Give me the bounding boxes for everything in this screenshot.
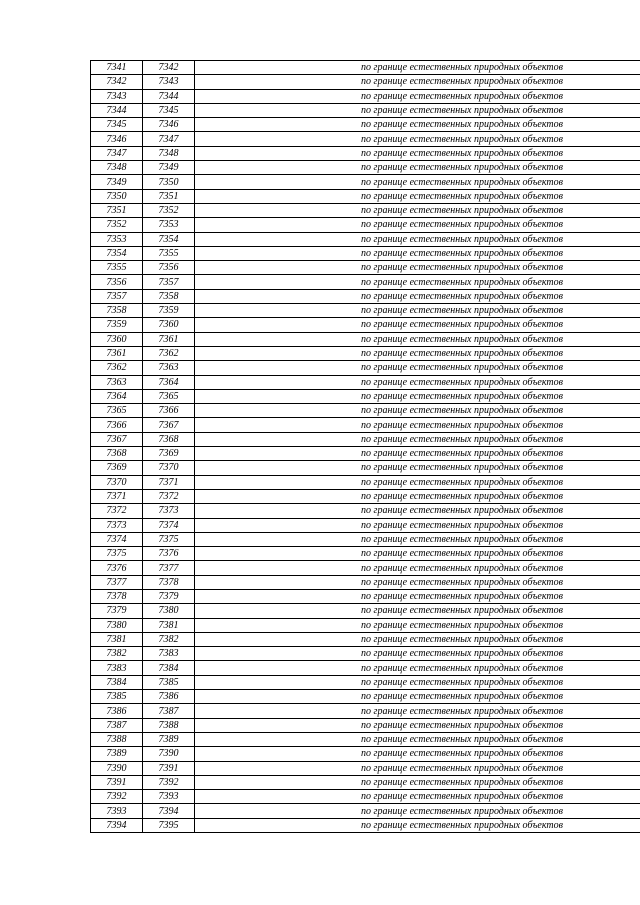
table-row	[91, 275, 640, 289]
cell-boundary-description: по границе естественных природных объектов	[195, 504, 640, 518]
cell-from-point: 7380	[91, 618, 143, 632]
table-row	[91, 489, 640, 503]
cell-boundary-description: по границе естественных природных объектов	[195, 775, 640, 789]
cell-boundary-description: по границе естественных природных объектов	[195, 761, 640, 775]
cell-to-point: 7378	[143, 575, 195, 589]
cell-to-point: 7392	[143, 775, 195, 789]
cell-to-point: 7358	[143, 289, 195, 303]
cell-to-point: 7381	[143, 618, 195, 632]
cell-to-point: 7389	[143, 732, 195, 746]
cell-from-point: 7375	[91, 547, 143, 561]
cell-to-point: 7386	[143, 690, 195, 704]
cell-from-point: 7349	[91, 175, 143, 189]
cell-to-point: 7349	[143, 161, 195, 175]
cell-boundary-description: по границе естественных природных объектов	[195, 318, 640, 332]
cell-from-point: 7365	[91, 404, 143, 418]
cell-to-point: 7370	[143, 461, 195, 475]
cell-to-point: 7388	[143, 718, 195, 732]
cell-from-point: 7386	[91, 704, 143, 718]
table-row	[91, 561, 640, 575]
table-row	[91, 518, 640, 532]
cell-to-point: 7372	[143, 489, 195, 503]
table-row	[91, 218, 640, 232]
cell-from-point: 7364	[91, 389, 143, 403]
boundary-points-table	[90, 60, 640, 833]
table-row	[91, 475, 640, 489]
table-row	[91, 61, 640, 75]
cell-from-point: 7376	[91, 561, 143, 575]
table-row	[91, 504, 640, 518]
table-row	[91, 375, 640, 389]
table-row	[91, 175, 640, 189]
cell-from-point: 7383	[91, 661, 143, 675]
cell-from-point: 7385	[91, 690, 143, 704]
cell-boundary-description: по границе естественных природных объектов	[195, 232, 640, 246]
cell-to-point: 7374	[143, 518, 195, 532]
table-row	[91, 332, 640, 346]
cell-from-point: 7355	[91, 261, 143, 275]
cell-boundary-description: по границе естественных природных объектов	[195, 575, 640, 589]
cell-boundary-description: по границе естественных природных объектов	[195, 461, 640, 475]
table-row	[91, 203, 640, 217]
cell-from-point: 7374	[91, 532, 143, 546]
table-row	[91, 547, 640, 561]
cell-boundary-description: по границе естественных природных объектов	[195, 475, 640, 489]
cell-boundary-description: по границе естественных природных объектов	[195, 532, 640, 546]
cell-to-point: 7383	[143, 647, 195, 661]
cell-boundary-description: по границе естественных природных объектов	[195, 618, 640, 632]
cell-from-point: 7350	[91, 189, 143, 203]
cell-from-point: 7378	[91, 589, 143, 603]
cell-to-point: 7376	[143, 547, 195, 561]
table-row	[91, 761, 640, 775]
cell-boundary-description: по границе естественных природных объектов	[195, 718, 640, 732]
cell-from-point: 7347	[91, 146, 143, 160]
cell-boundary-description: по границе естественных природных объектов	[195, 175, 640, 189]
table-row	[91, 675, 640, 689]
cell-boundary-description: по границе естественных природных объектов	[195, 61, 640, 75]
cell-from-point: 7352	[91, 218, 143, 232]
cell-boundary-description: по границе естественных природных объектов	[195, 103, 640, 117]
cell-to-point: 7391	[143, 761, 195, 775]
cell-from-point: 7353	[91, 232, 143, 246]
cell-boundary-description: по границе естественных природных объектов	[195, 790, 640, 804]
table-row	[91, 690, 640, 704]
cell-boundary-description: по границе естественных природных объектов	[195, 332, 640, 346]
cell-boundary-description: по границе естественных природных объектов	[195, 118, 640, 132]
table-row	[91, 718, 640, 732]
cell-to-point: 7356	[143, 261, 195, 275]
cell-from-point: 7354	[91, 246, 143, 260]
cell-boundary-description: по границе естественных природных объектов	[195, 261, 640, 275]
cell-to-point: 7362	[143, 346, 195, 360]
table-row	[91, 261, 640, 275]
cell-to-point: 7351	[143, 189, 195, 203]
cell-boundary-description: по границе естественных природных объектов	[195, 647, 640, 661]
table-row	[91, 589, 640, 603]
cell-boundary-description: по границе естественных природных объектов	[195, 489, 640, 503]
cell-boundary-description: по границе естественных природных объектов	[195, 161, 640, 175]
cell-from-point: 7362	[91, 361, 143, 375]
cell-from-point: 7368	[91, 447, 143, 461]
cell-from-point: 7371	[91, 489, 143, 503]
cell-boundary-description: по границе естественных природных объектов	[195, 203, 640, 217]
table-row	[91, 304, 640, 318]
cell-boundary-description: по границе естественных природных объектов	[195, 404, 640, 418]
cell-boundary-description: по границе естественных природных объектов	[195, 690, 640, 704]
cell-boundary-description: по границе естественных природных объектов	[195, 818, 640, 832]
cell-boundary-description: по границе естественных природных объектов	[195, 189, 640, 203]
table-row	[91, 189, 640, 203]
cell-from-point: 7388	[91, 732, 143, 746]
table-row	[91, 632, 640, 646]
cell-from-point: 7381	[91, 632, 143, 646]
cell-from-point: 7389	[91, 747, 143, 761]
cell-from-point: 7387	[91, 718, 143, 732]
cell-from-point: 7372	[91, 504, 143, 518]
cell-from-point: 7359	[91, 318, 143, 332]
cell-to-point: 7355	[143, 246, 195, 260]
cell-boundary-description: по границе естественных природных объектов	[195, 432, 640, 446]
cell-from-point: 7343	[91, 89, 143, 103]
cell-to-point: 7371	[143, 475, 195, 489]
table-row	[91, 575, 640, 589]
table-row	[91, 146, 640, 160]
cell-boundary-description: по границе естественных природных объектов	[195, 804, 640, 818]
cell-from-point: 7370	[91, 475, 143, 489]
cell-to-point: 7385	[143, 675, 195, 689]
cell-to-point: 7395	[143, 818, 195, 832]
cell-to-point: 7382	[143, 632, 195, 646]
cell-from-point: 7361	[91, 346, 143, 360]
table-row	[91, 618, 640, 632]
table-body	[91, 61, 640, 833]
cell-to-point: 7360	[143, 318, 195, 332]
table-row	[91, 103, 640, 117]
cell-boundary-description: по границе естественных природных объектов	[195, 375, 640, 389]
table-row	[91, 346, 640, 360]
table-row	[91, 704, 640, 718]
table-row	[91, 318, 640, 332]
cell-to-point: 7377	[143, 561, 195, 575]
cell-to-point: 7373	[143, 504, 195, 518]
table-row	[91, 461, 640, 475]
table-row	[91, 232, 640, 246]
cell-to-point: 7357	[143, 275, 195, 289]
cell-from-point: 7344	[91, 103, 143, 117]
table-row	[91, 661, 640, 675]
cell-boundary-description: по границе естественных природных объектов	[195, 632, 640, 646]
table-row	[91, 647, 640, 661]
table-row	[91, 604, 640, 618]
table-row	[91, 246, 640, 260]
cell-to-point: 7379	[143, 589, 195, 603]
cell-boundary-description: по границе естественных природных объектов	[195, 547, 640, 561]
cell-boundary-description: по границе естественных природных объектов	[195, 89, 640, 103]
cell-to-point: 7366	[143, 404, 195, 418]
table-row	[91, 732, 640, 746]
cell-to-point: 7387	[143, 704, 195, 718]
cell-boundary-description: по границе естественных природных объектов	[195, 75, 640, 89]
table-row	[91, 118, 640, 132]
cell-to-point: 7363	[143, 361, 195, 375]
cell-from-point: 7348	[91, 161, 143, 175]
cell-from-point: 7358	[91, 304, 143, 318]
cell-boundary-description: по границе естественных природных объектов	[195, 218, 640, 232]
cell-boundary-description: по границе естественных природных объектов	[195, 447, 640, 461]
cell-boundary-description: по границе естественных природных объектов	[195, 361, 640, 375]
cell-boundary-description: по границе естественных природных объектов	[195, 732, 640, 746]
table-row	[91, 132, 640, 146]
cell-from-point: 7356	[91, 275, 143, 289]
cell-from-point: 7360	[91, 332, 143, 346]
cell-from-point: 7373	[91, 518, 143, 532]
cell-from-point: 7342	[91, 75, 143, 89]
cell-from-point: 7382	[91, 647, 143, 661]
cell-to-point: 7368	[143, 432, 195, 446]
cell-to-point: 7369	[143, 447, 195, 461]
cell-to-point: 7375	[143, 532, 195, 546]
table-row	[91, 447, 640, 461]
cell-boundary-description: по границе естественных природных объектов	[195, 704, 640, 718]
cell-from-point: 7346	[91, 132, 143, 146]
cell-to-point: 7348	[143, 146, 195, 160]
cell-to-point: 7350	[143, 175, 195, 189]
cell-to-point: 7384	[143, 661, 195, 675]
table-row	[91, 775, 640, 789]
cell-boundary-description: по границе естественных природных объектов	[195, 747, 640, 761]
cell-boundary-description: по границе естественных природных объектов	[195, 146, 640, 160]
cell-to-point: 7390	[143, 747, 195, 761]
cell-boundary-description: по границе естественных природных объектов	[195, 246, 640, 260]
cell-to-point: 7347	[143, 132, 195, 146]
cell-to-point: 7364	[143, 375, 195, 389]
cell-to-point: 7367	[143, 418, 195, 432]
cell-from-point: 7341	[91, 61, 143, 75]
table-row	[91, 289, 640, 303]
cell-from-point: 7366	[91, 418, 143, 432]
table-row	[91, 747, 640, 761]
cell-to-point: 7343	[143, 75, 195, 89]
cell-boundary-description: по границе естественных природных объектов	[195, 589, 640, 603]
table-row	[91, 89, 640, 103]
cell-from-point: 7391	[91, 775, 143, 789]
table-row	[91, 790, 640, 804]
table-row	[91, 532, 640, 546]
cell-boundary-description: по границе естественных природных объектов	[195, 604, 640, 618]
table-row	[91, 161, 640, 175]
cell-from-point: 7357	[91, 289, 143, 303]
table-row	[91, 389, 640, 403]
cell-to-point: 7346	[143, 118, 195, 132]
table-row	[91, 75, 640, 89]
table-row	[91, 361, 640, 375]
table-row	[91, 818, 640, 832]
cell-from-point: 7394	[91, 818, 143, 832]
cell-boundary-description: по границе естественных природных объектов	[195, 518, 640, 532]
cell-to-point: 7380	[143, 604, 195, 618]
table-row	[91, 418, 640, 432]
cell-from-point: 7377	[91, 575, 143, 589]
cell-from-point: 7379	[91, 604, 143, 618]
cell-to-point: 7344	[143, 89, 195, 103]
cell-to-point: 7342	[143, 61, 195, 75]
cell-boundary-description: по границе естественных природных объектов	[195, 418, 640, 432]
cell-to-point: 7361	[143, 332, 195, 346]
table-row	[91, 404, 640, 418]
cell-to-point: 7354	[143, 232, 195, 246]
cell-to-point: 7365	[143, 389, 195, 403]
cell-from-point: 7390	[91, 761, 143, 775]
cell-to-point: 7359	[143, 304, 195, 318]
cell-to-point: 7394	[143, 804, 195, 818]
cell-to-point: 7352	[143, 203, 195, 217]
table-row	[91, 432, 640, 446]
cell-boundary-description: по границе естественных природных объектов	[195, 389, 640, 403]
cell-from-point: 7369	[91, 461, 143, 475]
cell-boundary-description: по границе естественных природных объектов	[195, 132, 640, 146]
cell-from-point: 7345	[91, 118, 143, 132]
table-row	[91, 804, 640, 818]
cell-boundary-description: по границе естественных природных объектов	[195, 661, 640, 675]
cell-from-point: 7367	[91, 432, 143, 446]
cell-from-point: 7393	[91, 804, 143, 818]
cell-from-point: 7363	[91, 375, 143, 389]
cell-from-point: 7351	[91, 203, 143, 217]
cell-to-point: 7345	[143, 103, 195, 117]
cell-boundary-description: по границе естественных природных объектов	[195, 675, 640, 689]
cell-boundary-description: по границе естественных природных объектов	[195, 289, 640, 303]
cell-boundary-description: по границе естественных природных объектов	[195, 304, 640, 318]
cell-boundary-description: по границе естественных природных объектов	[195, 346, 640, 360]
cell-to-point: 7393	[143, 790, 195, 804]
cell-boundary-description: по границе естественных природных объектов	[195, 561, 640, 575]
cell-from-point: 7392	[91, 790, 143, 804]
cell-from-point: 7384	[91, 675, 143, 689]
cell-to-point: 7353	[143, 218, 195, 232]
cell-boundary-description: по границе естественных природных объектов	[195, 275, 640, 289]
